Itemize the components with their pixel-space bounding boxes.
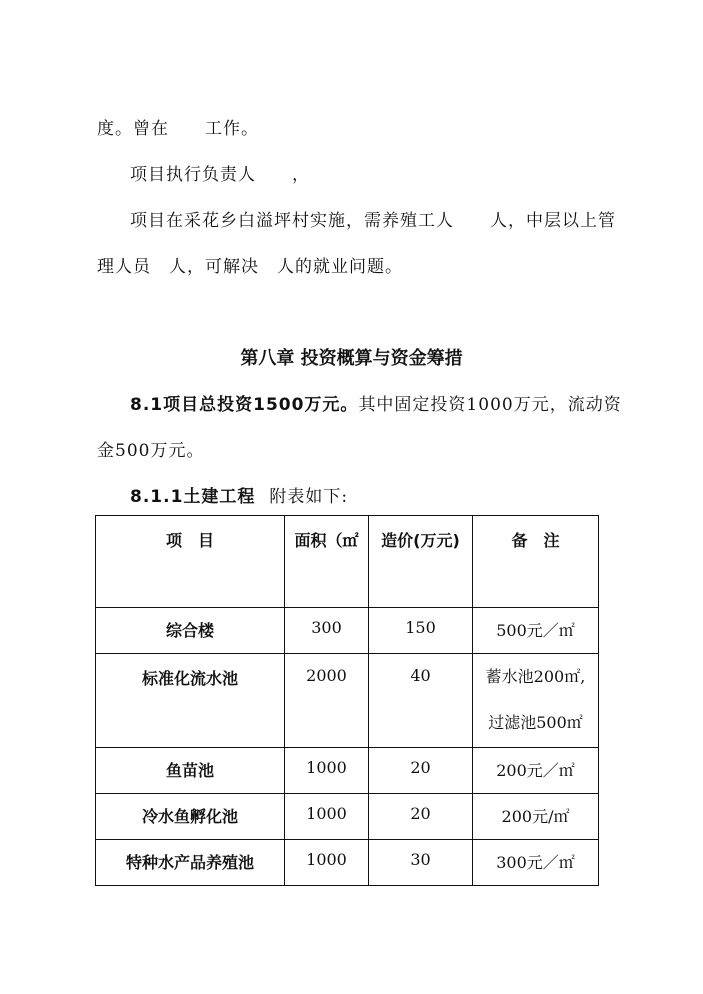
cell-name: 综合楼 — [96, 608, 285, 654]
cell-area: 300 — [285, 608, 369, 654]
table-header-row — [96, 516, 599, 608]
cell-cost: 20 — [369, 748, 473, 794]
paragraph-project-leader: 项目执行负责人 ， — [130, 165, 310, 185]
paragraph-implementation-line2: 理人员 人，可解决 人的就业问题。 — [97, 257, 403, 277]
cell-area: 1000 — [285, 748, 369, 794]
cell-cost: 150 — [369, 608, 473, 654]
header-note: 备 注 — [473, 516, 599, 608]
cell-name: 鱼苗池 — [96, 748, 285, 794]
cell-note: 200元／㎡ — [473, 748, 599, 794]
header-area: 面积（㎡ — [285, 516, 369, 608]
paragraph-continuation: 度。曾在 工作。 — [97, 119, 259, 139]
section-8-1-line2: 金500万元。 — [97, 441, 205, 461]
cell-cost: 40 — [369, 654, 473, 748]
cell-note: 200元/㎡ — [473, 794, 599, 840]
header-cost: 造价(万元) — [369, 516, 473, 608]
cell-area: 1000 — [285, 840, 369, 886]
paragraph-implementation-line1: 项目在采花乡白溢坪村实施，需养殖工人 人，中层以上管 — [130, 211, 616, 231]
table-row — [96, 748, 599, 794]
cell-area: 2000 — [285, 654, 369, 748]
section-8-1-line1 — [130, 390, 622, 415]
cell-cost: 30 — [369, 840, 473, 886]
table-row — [96, 654, 599, 748]
cell-cost: 20 — [369, 794, 473, 840]
cell-note — [473, 654, 599, 748]
section-8-1-heading: 8.1项目总投资1500万元。 — [130, 395, 359, 415]
section-8-1-1-text: 附表如下: — [269, 487, 349, 507]
cell-name: 冷水鱼孵化池 — [96, 794, 285, 840]
section-8-1-1-line — [130, 482, 348, 507]
cell-name: 标准化流水池 — [96, 654, 285, 748]
cell-note: 500元／㎡ — [473, 608, 599, 654]
chapter-title: 第八章 投资概算与资金筹措 — [240, 348, 463, 369]
table-row — [96, 608, 599, 654]
note-line-2: 过滤池500㎡ — [488, 713, 583, 732]
section-8-1-text: 其中固定投资1000万元，流动资 — [358, 395, 622, 415]
construction-cost-table — [95, 515, 599, 886]
table-row — [96, 794, 599, 840]
note-line-1: 蓄水池200㎡, — [485, 667, 586, 686]
cell-name: 特种水产品养殖池 — [96, 840, 285, 886]
section-8-1-1-heading: 8.1.1土建工程 — [130, 487, 256, 507]
table-row — [96, 840, 599, 886]
cell-area: 1000 — [285, 794, 369, 840]
header-item: 项 目 — [96, 516, 285, 608]
cell-note: 300元／㎡ — [473, 840, 599, 886]
